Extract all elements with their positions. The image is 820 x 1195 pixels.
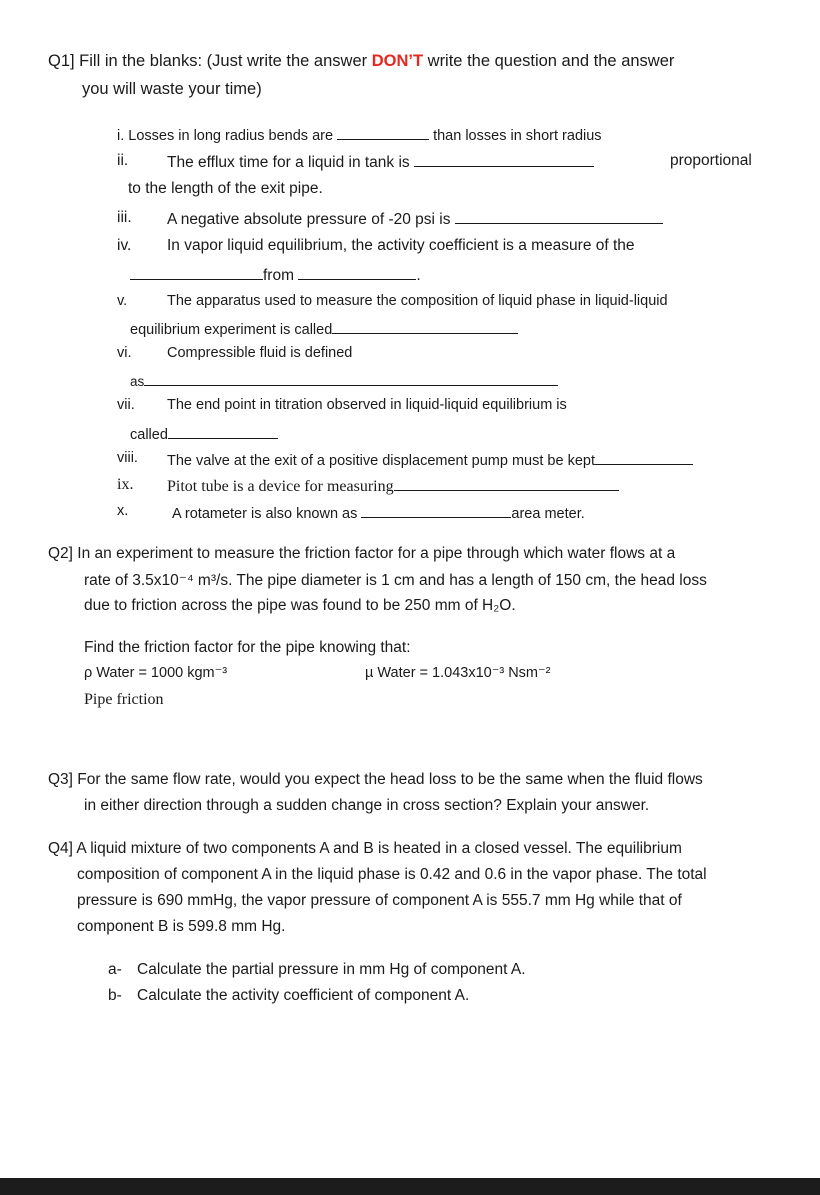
q1-intro-line2: you will waste your time) (82, 80, 262, 98)
item-vii-called: called (130, 427, 168, 443)
blank-line (144, 371, 558, 386)
q2-line3: due to friction across the pipe was found to be 250 mm of H₂O. (84, 597, 516, 614)
blank-line (337, 125, 429, 140)
item-ix-text: Pitot tube is a device for measuring (167, 478, 394, 495)
item-iv: In vapor liquid equilibrium, the activity coefficient is a measure of the (167, 237, 635, 254)
item-viii (167, 450, 693, 469)
item-vii: The end point in titration observed in liquid-liquid equilibrium is (167, 397, 567, 413)
q2-rho: ρ Water = 1000 kgm⁻³ (84, 665, 228, 681)
item-iv-number: iv. (117, 237, 132, 254)
item-ii-text: The efflux time for a liquid in tank is (167, 154, 414, 171)
blank-line (168, 424, 278, 439)
q1-intro-text: Q1] Fill in the blanks: (Just write the answer (48, 52, 372, 70)
item-iv-from: from (263, 267, 294, 284)
q4-line3: pressure is 690 mmHg, the vapor pressure of component A is 555.7 mm Hg while that of (77, 892, 682, 909)
item-x-number: x. (117, 503, 129, 519)
item-i (117, 125, 602, 144)
item-v-cont-text: equilibrium experiment is called (130, 322, 333, 338)
q4-a-label: a- (108, 961, 122, 978)
item-ii-proportional: proportional (670, 152, 752, 169)
item-i-text-end: than losses in short radius (429, 128, 602, 144)
item-ix-number: ix. (117, 476, 134, 493)
item-iv-continuation (130, 265, 421, 285)
item-vi: Compressible fluid is defined (167, 345, 353, 361)
item-vii-number: vii. (117, 397, 135, 413)
blank-line (394, 476, 619, 491)
bottom-bar (0, 1178, 820, 1195)
item-viii-number: viii. (117, 450, 138, 466)
q2-find: Find the friction factor for the pipe knowing that: (84, 639, 411, 656)
item-v-continuation (130, 319, 518, 338)
item-iii-text: A negative absolute pressure of -20 psi is (167, 211, 455, 228)
item-v-number: v. (117, 293, 128, 309)
item-iii-number: iii. (117, 209, 132, 226)
q2-line1: Q2] In an experiment to measure the friction factor for a pipe through which water flows at a (48, 545, 676, 562)
q4-line2: composition of component A in the liquid phase is 0.42 and 0.6 in the vapor phase. The total (77, 866, 707, 883)
item-vii-continuation (130, 424, 278, 443)
blank-line (455, 209, 663, 224)
q1-intro-text-end: write the question and the answer (423, 52, 675, 70)
item-vi-continuation (130, 371, 558, 389)
blank-line (130, 265, 263, 280)
blank-line (414, 152, 594, 167)
blank-line (332, 319, 518, 334)
item-x (172, 503, 585, 522)
item-i-text: i. Losses in long radius bends are (117, 128, 338, 144)
item-ix (167, 476, 619, 496)
dont-emphasis: DON’T (371, 52, 424, 70)
q4-b-label: b- (108, 987, 122, 1004)
blank-line (298, 265, 416, 280)
q4-line4: component B is 599.8 mm Hg. (77, 918, 286, 935)
item-ii-continuation: to the length of the exit pipe. (128, 180, 323, 197)
q2-mu: µ Water = 1.043x10⁻³ Nsm⁻² (365, 665, 551, 681)
q3-line1: Q3] For the same flow rate, would you expect the head loss to be the same when the fluid flows (48, 771, 703, 788)
q2-pipe-friction: Pipe friction (84, 691, 164, 708)
item-x-text-end: area meter. (511, 506, 585, 522)
q2-line2: rate of 3.5x10⁻⁴ m³/s. The pipe diameter is 1 cm and has a length of 150 cm, the head loss (84, 572, 707, 589)
item-v: The apparatus used to measure the composition of liquid phase in liquid-liquid (167, 293, 668, 309)
item-iv-end: . (416, 267, 421, 284)
blank-line (595, 450, 693, 465)
item-iii (167, 209, 663, 229)
item-x-text: A rotameter is also known as (172, 506, 362, 522)
blank-line (361, 503, 511, 518)
q4-a-text: Calculate the partial pressure in mm Hg of component A. (137, 961, 526, 978)
q1-intro (48, 52, 674, 71)
item-vi-number: vi. (117, 345, 132, 361)
q4-line1: Q4] A liquid mixture of two components A and B is heated in a closed vessel. The equilibrium (48, 840, 682, 857)
item-ii-number: ii. (117, 152, 129, 169)
item-viii-text: The valve at the exit of a positive displacement pump must be kept (167, 453, 595, 469)
q3-line2: in either direction through a sudden change in cross section? Explain your answer. (84, 797, 650, 814)
q4-b-text: Calculate the activity coefficient of component A. (137, 987, 470, 1004)
item-ii (167, 152, 594, 172)
item-vi-as: as (130, 374, 145, 389)
